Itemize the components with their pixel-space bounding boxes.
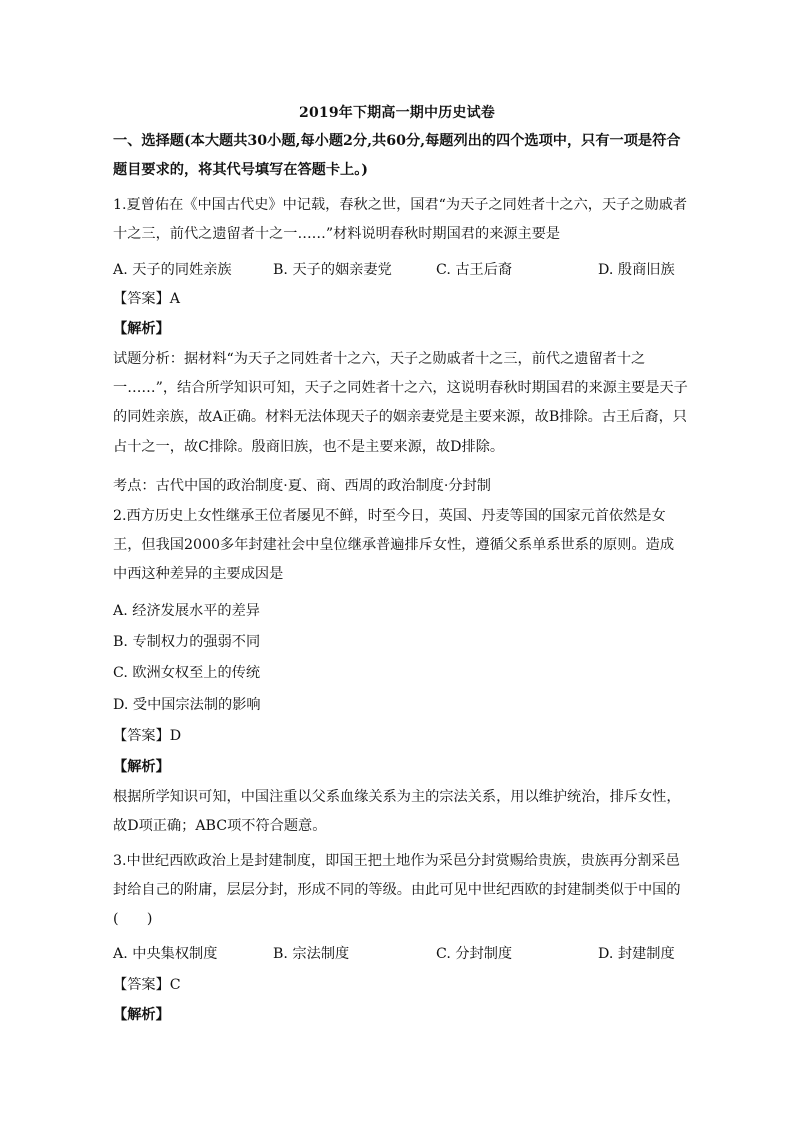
section-heading: 一、选择题(本大题共30小题,每小题2分,共60分,每题列出的四个选项中，只有一项是符合题目要求的，将其代号填写在答题卡上。): [113, 133, 681, 178]
option-a: A. 中央集权制度: [113, 946, 218, 962]
question-3-analysis-label: 【解析】: [113, 1007, 170, 1023]
question-1-stem: 1.夏曾佑在《中国古代史》中记载，春秋之世，国君“为天子之同姓者十之六，天子之勋戚者十之三，前代之遗留者十之一……”材料说明春秋时期国君的来源主要是: [113, 197, 688, 243]
question-1-kaodian: 考点：古代中国的政治制度·夏、商、西周的政治制度·分封制: [113, 478, 491, 494]
option-a: A. 经济发展水平的差异: [113, 603, 260, 619]
question-3-options: [113, 940, 688, 968]
option-c: C. 欧洲女权至上的传统: [113, 665, 261, 681]
option-c: C. 分封制度: [436, 946, 513, 962]
question-1-analysis: 试题分析：据材料“为天子之同姓者十之六，天子之勋戚者十之三，前代之遗留者十之一……”，结合所学知识可知，天子之同姓者十之六，这说明春秋时期国君的来源主要是天子的同姓亲族，故A正确。材料无法体现天子的姻亲妻党是主要来源，故B排除。古王后裔，只占十之一，故C排除。殷商旧族，也不是主要来源，故D排除。: [113, 351, 688, 455]
option-b: B. 宗法制度: [273, 946, 350, 962]
option-a: A. 天子的同姓亲族: [113, 262, 232, 278]
question-2-answer: 【答案】D: [113, 728, 182, 744]
question-3-answer: 【答案】C: [113, 977, 181, 993]
option-d: D. 封建制度: [598, 946, 675, 962]
option-c: C. 古王后裔: [436, 262, 513, 278]
option-b: B. 专制权力的强弱不同: [113, 634, 261, 650]
option-b: B. 天子的姻亲妻党: [273, 262, 392, 278]
question-2-analysis: 根据所学知识可知，中国注重以父系血缘关系为主的宗法关系，用以维护统治，排斥女性，故D项正确；ABC项不符合题意。: [113, 789, 681, 835]
option-d: D. 受中国宗法制的影响: [113, 697, 261, 713]
option-d: D. 殷商旧族: [598, 262, 675, 278]
question-1-options: [113, 256, 688, 284]
page-title: 2019年下期高一期中历史试卷: [299, 105, 495, 121]
question-1-answer: 【答案】A: [113, 291, 180, 307]
question-2-analysis-label: 【解析】: [113, 759, 170, 775]
question-1-analysis-label: 【解析】: [113, 321, 170, 337]
question-3-stem: 3.中世纪西欧政治上是封建制度，即国王把土地作为采邑分封赏赐给贵族，贵族再分割采邑封给自己的附庸，层层分封，形成不同的等级。由此可见中世纪西欧的封建制类似于中国的( ): [113, 853, 681, 928]
question-2-stem: 2.西方历史上女性继承王位者屡见不鲜，时至今日，英国、丹麦等国的国家元首依然是女王，但我国2000多年封建社会中皇位继承普遍排斥女性，遵循父系单系世系的原则。造成中西这种差异的主要成因是: [113, 508, 675, 583]
